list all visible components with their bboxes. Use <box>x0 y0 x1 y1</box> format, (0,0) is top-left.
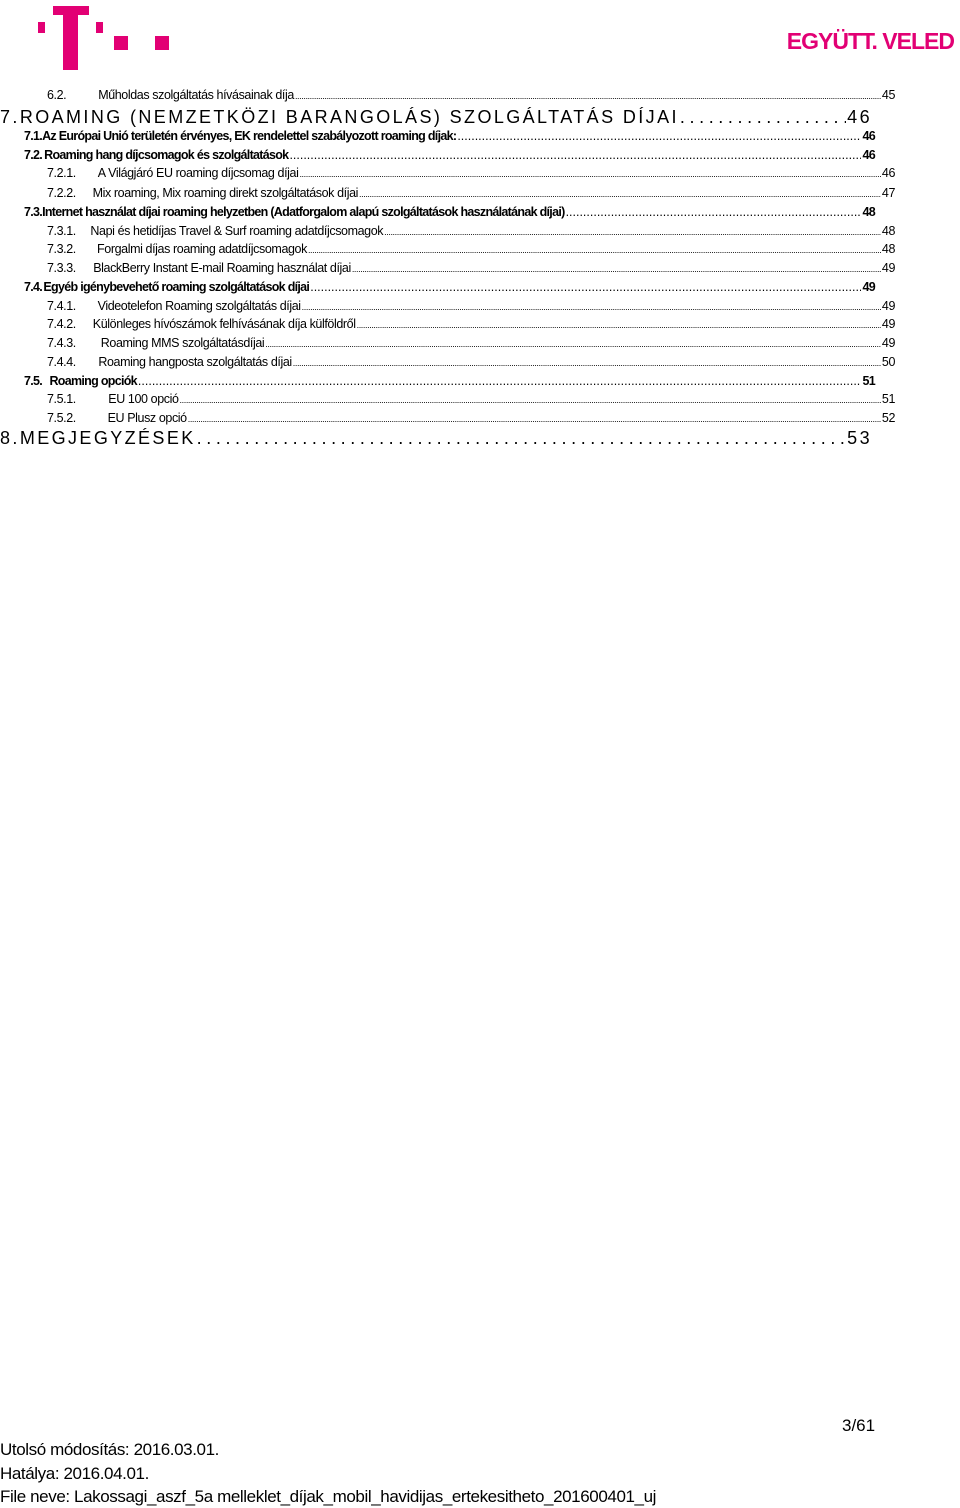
toc-entry[interactable] <box>24 374 875 388</box>
toc-entry-page: 48 <box>862 205 875 219</box>
toc-entry-page: 51 <box>862 374 875 388</box>
toc-entry-page: 48 <box>881 224 895 238</box>
toc-entry-number: 7. <box>0 107 20 127</box>
toc-dot-leader <box>308 242 881 256</box>
toc-entry-number: 7.2. <box>24 148 43 162</box>
toc-entry-title: Roaming opciók <box>49 374 137 388</box>
toc-dot-leader <box>299 166 880 180</box>
toc-dot-leader <box>180 392 881 406</box>
toc-entry-title: Különleges hívószámok felhívásának díja külföldről <box>92 317 356 331</box>
toc-entry-title: Forgalmi díjas roaming adatdíjcsomagok <box>97 242 307 256</box>
toc-entry-title: Roaming hang díjcsomagok és szolgáltatások <box>44 148 289 162</box>
toc-entry-page: 52 <box>881 411 895 425</box>
toc-entry[interactable] <box>47 261 895 275</box>
toc-entry-title: MEGJEGYZÉSEK <box>19 428 196 448</box>
toc-entry[interactable] <box>24 148 875 162</box>
toc-entry[interactable] <box>47 242 895 256</box>
toc-dot-leader <box>359 186 881 200</box>
toc-entry-title: EU 100 opció <box>108 392 179 406</box>
toc-entry-page: 48 <box>881 242 895 256</box>
toc-entry-page: 46 <box>862 129 875 143</box>
toc-entry-number: 7.2.2. <box>47 186 76 200</box>
toc-dot-leader <box>357 317 881 331</box>
toc-entry[interactable] <box>0 428 872 449</box>
toc-entry[interactable] <box>24 205 875 219</box>
toc-entry[interactable] <box>47 299 895 313</box>
toc-entry-title: EU Plusz opció <box>107 411 187 425</box>
footer-modified: Utolsó módosítás: 2016.03.01. <box>0 1440 219 1459</box>
toc-entry-page: 46 <box>847 107 872 127</box>
toc-entry-number: 7.4. <box>24 280 43 294</box>
toc-entry-page: 51 <box>881 392 895 406</box>
toc-entry-page: 49 <box>881 261 895 275</box>
toc-entry[interactable] <box>47 317 895 331</box>
toc-entry-title: ROAMING (NEMZETKÖZI BARANGOLÁS) SZOLGÁLTATÁS DÍJAI <box>19 107 679 127</box>
toc-entry-title: Roaming hangposta szolgáltatás díjai <box>98 355 292 369</box>
toc-entry-page: 49 <box>881 317 895 331</box>
toc-entry-title: Napi és hetidíjas Travel & Surf roaming adatdíjcsomagok <box>90 224 384 238</box>
toc-dot-leader <box>188 411 881 425</box>
footer-filename: File neve: Lakossagi_aszf_5a melleklet_díjak_mobil_havidijas_ertekesitheto_201600401_uj <box>0 1487 657 1506</box>
footer-effective: Hatálya: 2016.04.01. <box>0 1464 149 1483</box>
toc-entry-page: 46 <box>881 166 895 180</box>
toc-entry-title: A Világjáró EU roaming díjcsomag díjai <box>97 166 299 180</box>
toc-entry-number: 7.4.3. <box>47 336 76 350</box>
toc-dot-leader <box>310 280 861 294</box>
toc-entry-page: 47 <box>881 186 895 200</box>
toc-entry-title: Internet használat díjai roaming helyzetben (Adatforgalom alapú szolgáltatások használatának díjai) <box>42 205 565 219</box>
toc-entry-title: Műholdas szolgáltatás hívásainak díja <box>98 88 294 102</box>
toc-entry-number: 8. <box>0 428 20 448</box>
toc-dot-leader <box>289 148 861 162</box>
toc-dot-leader <box>302 299 881 313</box>
toc-entry[interactable] <box>24 129 875 143</box>
toc-entry-page: 53 <box>847 428 872 448</box>
toc-dot-leader <box>197 428 847 449</box>
toc-dot-leader <box>295 88 881 102</box>
toc-entry[interactable] <box>47 355 895 369</box>
toc-dot-leader <box>566 205 862 219</box>
toc-dot-leader <box>138 374 862 388</box>
toc-entry-number: 7.3.2. <box>47 242 76 256</box>
toc-entry-title: Egyéb igénybevehető roaming szolgáltatások díjai <box>43 280 310 294</box>
toc-entry-page: 45 <box>881 88 895 102</box>
toc-dot-leader <box>293 355 881 369</box>
toc-entry[interactable] <box>47 411 895 425</box>
toc-entry[interactable] <box>47 336 895 350</box>
toc-entry-page: 49 <box>881 299 895 313</box>
toc-entry-number: 7.2.1. <box>47 166 76 180</box>
toc-dot-leader <box>352 261 881 275</box>
toc-entry-title: Az Európai Unió területén érvényes, EK rendelettel szabályozott roaming díjak: <box>42 129 457 143</box>
page-number: 3/61 <box>842 1416 876 1435</box>
toc-entry-page: 49 <box>862 280 875 294</box>
toc-entry-number: 7.4.4. <box>47 355 76 369</box>
toc-entry[interactable] <box>47 186 895 200</box>
toc-entry[interactable] <box>47 392 895 406</box>
toc-entry-number: 7.3. <box>24 205 43 219</box>
toc-entry-number: 7.3.3. <box>47 261 76 275</box>
toc-entry-number: 7.4.1. <box>47 299 76 313</box>
toc-entry-title: BlackBerry Instant E-mail Roaming használat díjai <box>93 261 351 275</box>
toc-entry-title: Roaming MMS szolgáltatásdíjai <box>100 336 265 350</box>
toc-entry[interactable] <box>47 166 895 180</box>
toc-entry-page: 49 <box>881 336 895 350</box>
toc-entry[interactable] <box>47 224 895 238</box>
toc-entry-number: 7.5.2. <box>47 411 76 425</box>
toc-entry-number: 7.3.1. <box>47 224 76 238</box>
toc-entry-number: 7.1. <box>24 129 43 143</box>
toc-dot-leader <box>265 336 881 350</box>
toc-dot-leader <box>457 129 861 143</box>
toc-dot-leader <box>384 224 881 238</box>
toc-entry[interactable] <box>0 107 872 128</box>
toc-dot-leader <box>680 107 846 128</box>
table-of-contents <box>0 0 960 460</box>
toc-entry-number: 7.4.2. <box>47 317 76 331</box>
toc-entry-title: Videotelefon Roaming szolgáltatás díjai <box>97 299 301 313</box>
toc-entry-page: 50 <box>881 355 895 369</box>
slogan: EGYÜTT. VELED <box>786 28 954 54</box>
toc-entry[interactable] <box>47 88 895 102</box>
toc-entry-page: 46 <box>862 148 875 162</box>
toc-entry[interactable] <box>24 280 875 294</box>
toc-entry-title: Mix roaming, Mix roaming direkt szolgáltatások díjai <box>92 186 359 200</box>
toc-entry-number: 6.2. <box>47 88 67 102</box>
toc-entry-number: 7.5. <box>24 374 43 388</box>
toc-entry-number: 7.5.1. <box>47 392 76 406</box>
